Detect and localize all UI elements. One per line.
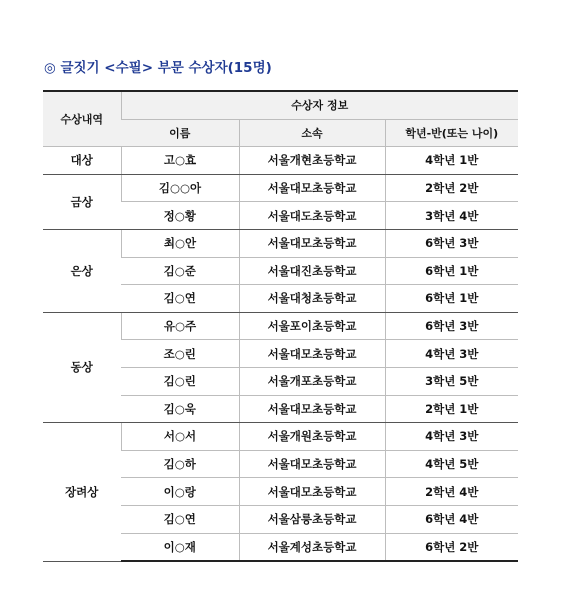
school-cell: 서울대모초등학교	[239, 174, 385, 202]
winner-name-cell: 최○안	[121, 229, 239, 257]
award-cell: 금상	[43, 174, 121, 229]
school-cell: 서울계성초등학교	[239, 533, 385, 561]
grade-cell: 6학년 2반	[385, 533, 518, 561]
school-cell: 서울삼릉초등학교	[239, 505, 385, 533]
grade-cell: 2학년 2반	[385, 174, 518, 202]
grade-cell: 6학년 4반	[385, 505, 518, 533]
winner-name-cell: 김○하	[121, 450, 239, 478]
school-cell: 서울대모초등학교	[239, 395, 385, 423]
grade-cell: 6학년 1반	[385, 257, 518, 285]
school-cell: 서울포이초등학교	[239, 312, 385, 340]
winner-name-cell: 서○서	[121, 423, 239, 451]
header-name: 이름	[121, 119, 239, 147]
header-school: 소속	[239, 119, 385, 147]
table-row	[43, 229, 518, 257]
school-cell: 서울대진초등학교	[239, 257, 385, 285]
school-cell: 서울대모초등학교	[239, 478, 385, 506]
school-cell: 서울대모초등학교	[239, 340, 385, 368]
winner-name-cell: 이○랑	[121, 478, 239, 506]
school-cell: 서울개원초등학교	[239, 423, 385, 451]
school-cell: 서울대모초등학교	[239, 229, 385, 257]
award-cell: 장려상	[43, 423, 121, 561]
awards-table	[43, 90, 518, 562]
table-header	[43, 91, 518, 147]
header-award: 수상내역	[43, 91, 121, 147]
grade-cell: 2학년 4반	[385, 478, 518, 506]
table-body	[43, 147, 518, 561]
header-grade: 학년-반(또는 나이)	[385, 119, 518, 147]
winner-name-cell: 정○황	[121, 202, 239, 230]
grade-cell: 6학년 1반	[385, 285, 518, 313]
school-cell: 서울개현초등학교	[239, 147, 385, 175]
award-cell: 은상	[43, 229, 121, 312]
grade-cell: 4학년 5반	[385, 450, 518, 478]
winner-name-cell: 김○연	[121, 285, 239, 313]
grade-cell: 6학년 3반	[385, 312, 518, 340]
winner-name-cell: 김○○아	[121, 174, 239, 202]
grade-cell: 4학년 1반	[385, 147, 518, 175]
table-row	[43, 147, 518, 175]
winner-name-cell: 조○린	[121, 340, 239, 368]
grade-cell: 6학년 3반	[385, 229, 518, 257]
grade-cell: 4학년 3반	[385, 340, 518, 368]
grade-cell: 4학년 3반	[385, 423, 518, 451]
header-winner-info: 수상자 정보	[121, 91, 518, 119]
grade-cell: 3학년 5반	[385, 367, 518, 395]
award-cell: 동상	[43, 312, 121, 422]
award-cell: 대상	[43, 147, 121, 175]
section-heading: ◎ 글짓기 <수필> 부문 수상자(15명)	[44, 60, 272, 76]
school-cell: 서울대모초등학교	[239, 450, 385, 478]
winner-name-cell: 유○주	[121, 312, 239, 340]
winner-name-cell: 김○연	[121, 505, 239, 533]
school-cell: 서울개포초등학교	[239, 367, 385, 395]
winner-name-cell: 고○효	[121, 147, 239, 175]
table-row	[43, 423, 518, 451]
grade-cell: 3학년 4반	[385, 202, 518, 230]
winner-name-cell: 이○재	[121, 533, 239, 561]
winner-name-cell: 김○준	[121, 257, 239, 285]
grade-cell: 2학년 1반	[385, 395, 518, 423]
table-row	[43, 312, 518, 340]
table-row	[43, 174, 518, 202]
school-cell: 서울대청초등학교	[239, 285, 385, 313]
winner-name-cell: 김○린	[121, 367, 239, 395]
winner-name-cell: 김○욱	[121, 395, 239, 423]
school-cell: 서울대도초등학교	[239, 202, 385, 230]
